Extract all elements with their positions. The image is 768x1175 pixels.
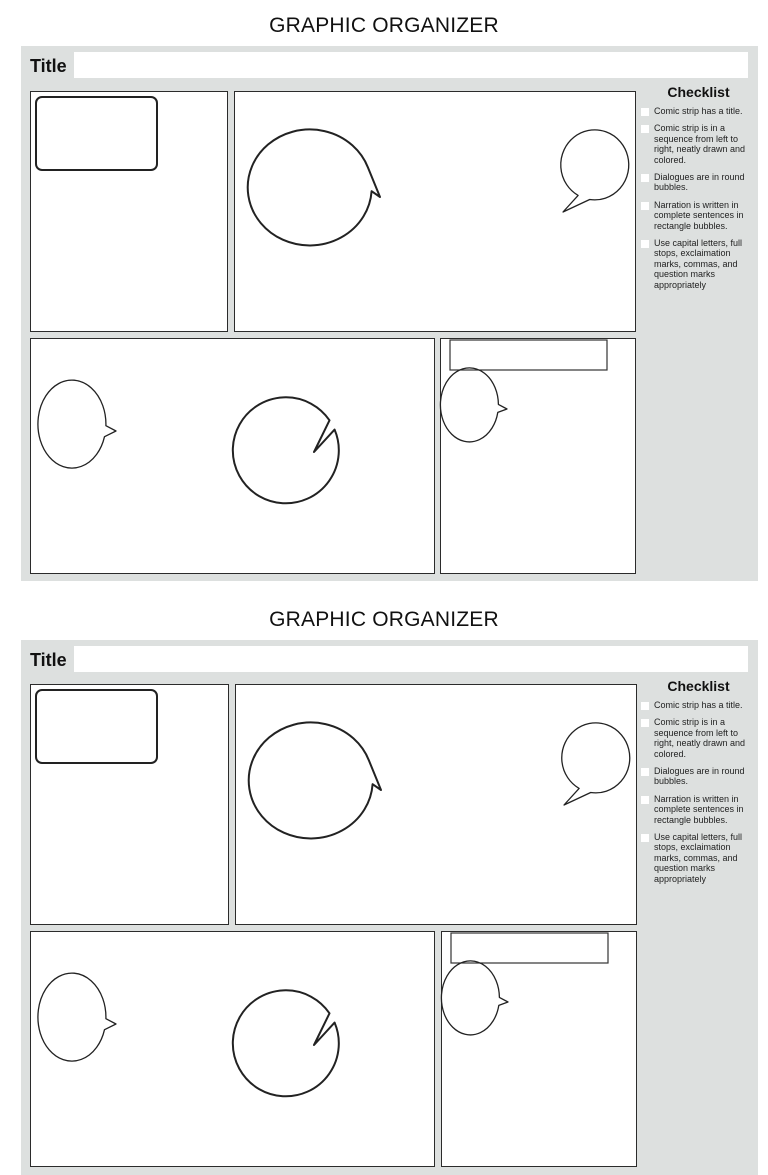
checklist-item: [641, 717, 756, 759]
checkbox[interactable]: [641, 125, 649, 133]
checklist-item: [641, 794, 756, 825]
panel-drawing: [236, 685, 638, 926]
speech-bubble: [562, 723, 630, 805]
title-label: Title: [30, 56, 67, 76]
checklist-item: [641, 832, 756, 884]
comic-panel-1[interactable]: [30, 684, 229, 925]
checklist-item: [641, 238, 756, 290]
checklist-item-label: Comic strip is in a sequence from left to right, neatly drawn and colored.: [654, 123, 746, 165]
narration-box: [36, 690, 157, 763]
speech-bubble: [561, 130, 629, 212]
comic-panel-2[interactable]: [234, 91, 636, 332]
speech-bubble: [248, 129, 380, 245]
checklist-item-label: Use capital letters, full stops, exclaimation marks, commas, and question marks appropriately: [654, 238, 743, 290]
checkbox[interactable]: [641, 108, 649, 116]
title-input[interactable]: [74, 646, 748, 672]
speech-bubble: [440, 368, 507, 442]
checklist-item-label: Narration is written in complete sentences in rectangle bubbles.: [654, 199, 744, 231]
comic-panel-3[interactable]: [30, 931, 435, 1167]
narration-box: [36, 97, 157, 170]
graphic-organizer-sheet: [21, 46, 758, 581]
speech-bubble: [249, 722, 381, 838]
panel-drawing: [31, 92, 229, 333]
title-label: Title: [30, 650, 67, 670]
checklist-item-label: Use capital letters, full stops, exclaimation marks, commas, and question marks appropriately: [654, 832, 743, 884]
panel-drawing: [31, 685, 230, 926]
checklist-heading: Checklist: [667, 84, 730, 100]
speech-bubble: [38, 973, 116, 1061]
comic-panel-3[interactable]: [30, 338, 435, 574]
checkbox[interactable]: [641, 834, 649, 842]
checklist-item: [641, 700, 756, 710]
checkbox[interactable]: [641, 719, 649, 727]
comic-panel-4[interactable]: [441, 931, 637, 1167]
checklist-item-label: Comic strip has a title.: [654, 700, 743, 710]
narration-box: [450, 340, 607, 370]
graphic-organizer-sheet: [21, 640, 758, 1175]
checklist: [641, 84, 756, 297]
organizer-heading: GRAPHIC ORGANIZER: [269, 14, 499, 37]
checkbox[interactable]: [641, 202, 649, 210]
checklist-item-label: Dialogues are in round bubbles.: [654, 172, 745, 193]
checkbox[interactable]: [641, 796, 649, 804]
checklist-item-label: Dialogues are in round bubbles.: [654, 766, 745, 787]
checklist-item-label: Narration is written in complete sentences in rectangle bubbles.: [654, 793, 744, 825]
speech-bubble: [233, 397, 339, 503]
checkbox[interactable]: [641, 702, 649, 710]
organizer-heading: GRAPHIC ORGANIZER: [269, 608, 499, 631]
panel-drawing: [442, 932, 638, 1168]
checklist-item: [641, 200, 756, 231]
checklist-item-label: Comic strip is in a sequence from left to right, neatly drawn and colored.: [654, 717, 746, 759]
panel-drawing: [31, 339, 436, 575]
panel-drawing: [235, 92, 637, 333]
comic-panel-4[interactable]: [440, 338, 636, 574]
checkbox[interactable]: [641, 768, 649, 776]
panel-drawing: [441, 339, 637, 575]
title-input[interactable]: [74, 52, 748, 78]
checklist: [641, 678, 756, 891]
checklist-item: [641, 172, 756, 193]
comic-panel-2[interactable]: [235, 684, 637, 925]
checklist-heading: Checklist: [667, 678, 730, 694]
narration-box: [451, 933, 608, 963]
panel-drawing: [31, 932, 436, 1168]
comic-panel-1[interactable]: [30, 91, 228, 332]
checklist-item: [641, 106, 756, 116]
speech-bubble: [38, 380, 116, 468]
checklist-item-label: Comic strip has a title.: [654, 106, 743, 116]
checklist-item: [641, 766, 756, 787]
checkbox[interactable]: [641, 174, 649, 182]
checkbox[interactable]: [641, 240, 649, 248]
checklist-item: [641, 123, 756, 165]
speech-bubble: [233, 990, 339, 1096]
